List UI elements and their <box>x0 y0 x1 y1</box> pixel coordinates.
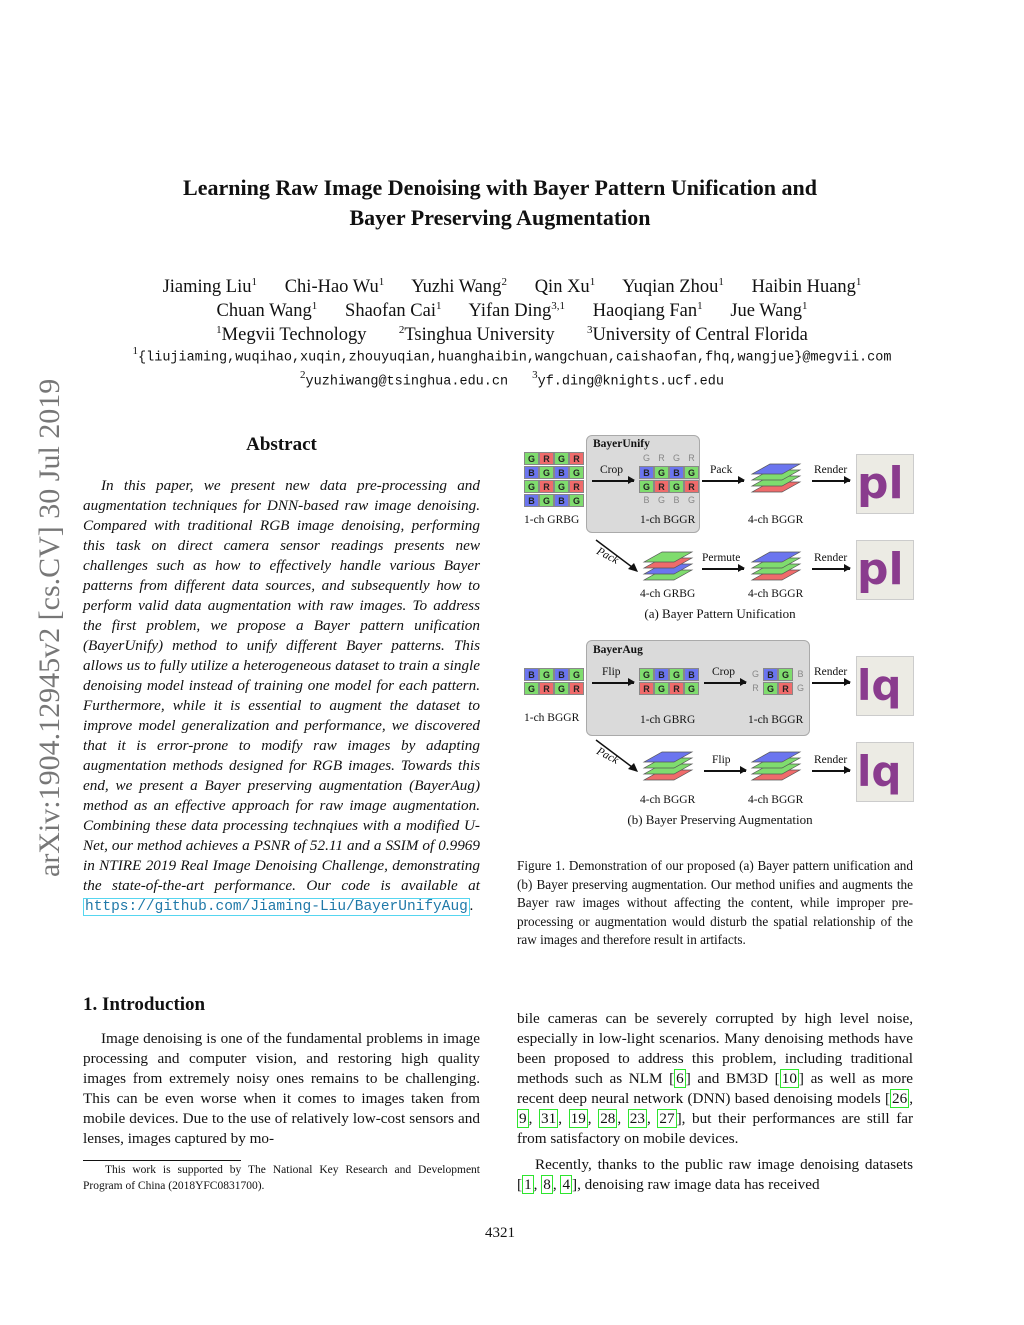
label-a-grbg4: 4-ch GRBG <box>640 588 696 600</box>
flip-arrow-b2 <box>704 770 746 772</box>
pack-diag-arrow-a <box>594 536 642 576</box>
author: Jue Wang <box>730 301 802 322</box>
author-sup: 1 <box>802 300 808 312</box>
intro-p2-text-b: ], denoising raw image data has received <box>572 1176 820 1193</box>
author-sup: 1 <box>251 276 257 288</box>
subcaption-a: (a) Bayer Pattern Unification <box>644 606 796 621</box>
paper-title-line-2: Bayer Preserving Augmentation <box>349 205 651 230</box>
label-b-crop: 1-ch BGGR <box>748 714 804 726</box>
intro-col2-paragraph: bile cameras can be severely corrupted by high level noise, especially in low-light scenarios. Many denoising methods have been proposed to address this problem, including traditional methods such as NLM [ 6 ] and BM3D [ 10 ] as well as more recent deep neural network (DNN) based denoising models [ 26 , 9 , 31 , 19 , 28 , 23 , 27 ], but their performances are still far from satisfactory on mobile devices. <box>517 1010 914 1147</box>
footnote <box>83 1162 480 1194</box>
affiliation: University of Central Florida <box>592 325 808 346</box>
label-b-pack1: 4-ch BGGR <box>640 794 696 806</box>
citation-link[interactable]: 1 <box>524 1176 532 1193</box>
bayerunify-label: BayerUnify <box>593 438 650 450</box>
label-permute: Permute <box>702 552 741 564</box>
author: Chuan Wang <box>216 301 312 322</box>
author-sup: 1 <box>718 276 724 288</box>
label-a-crop: 1-ch BGGR <box>640 514 696 526</box>
permute-arrow <box>702 568 744 570</box>
email-megvii: {liujiaming,wuqihao,xuqin,zhouyuqian,huanghaibin,wangchuan,caishaofan,fhq,wangjue}@megvii.com <box>138 350 892 366</box>
author: Yifan Ding <box>468 301 552 322</box>
label-a-in: 1-ch GRBG <box>524 514 580 526</box>
footnote-text: This work is supported by The National Key Research and Development Program of China (2018YFC0831700). <box>83 1164 480 1192</box>
intro-col2-text-b: ] and BM3D [ <box>685 1070 780 1087</box>
render-a2: pl <box>856 540 914 600</box>
author-sup: 1 <box>697 300 703 312</box>
author-sup: 1 <box>311 300 318 312</box>
intro-p2-text-a: Recently, thanks to the public raw image denoising datasets [ <box>517 1156 913 1193</box>
author: Shaofan Cai <box>345 301 436 322</box>
intro-paragraph-1 <box>83 1029 480 1149</box>
code-link[interactable]: https://github.com/Jiaming-Liu/BayerUnifyAug <box>85 899 468 915</box>
render-a1: pl <box>856 454 914 514</box>
author: Qin Xu <box>534 277 590 298</box>
affiliation: Tsinghua University <box>404 325 555 346</box>
author: Chi-Hao Wu <box>284 277 379 298</box>
abstract-text: In this paper, we present new data pre-processing and augmentation techniques for DNN-based raw image denoising. Compared with traditional RGB image denoising, performing this task on direct camera sensor readings presents new challenges such as how to effectively handle various Bayer patterns from different data sources, and subsequently how to perform valid data augmentation with raw images. To address the first problem, we propose a Bayer pattern unification (BayerUnify) method to unify different Bayer patterns. This allows us to fully utilize a heterogeneous dataset to train a single denoising model instead of training one model for each pattern. Furthermore, while it is essential to augment the dataset to improve model generalization and performance, we discovered that it is error-prone to modify raw images by adapting augmentation methods designed for RGB images. Towards this end, we present a Bayer preserving augmentation (BayerAug) method as an effective approach for raw image augmentation. Combining these data processing technqiues with a modified U-Net, our method achieves a PSNR of 52.11 and a SSIM of 0.9969 in NTIRE 2019 Real Image Denoising Challenge, demonstrating the state-of-the-art performance. Our code is available at <box>83 477 480 894</box>
author: Yuqian Zhou <box>622 277 719 298</box>
subcaption-b: (b) Bayer Preserving Augmentation <box>627 812 813 827</box>
pack-diag-arrow-b <box>594 736 642 776</box>
email-line-2 <box>0 369 1024 389</box>
page-number: 4321 <box>485 1225 515 1241</box>
render-arrow-b2 <box>812 770 850 772</box>
affiliation-sup: 1 <box>216 324 222 336</box>
pack-arrow-a <box>702 480 744 482</box>
label-crop-b: Crop <box>712 666 735 678</box>
author-sup: 1 <box>435 300 442 312</box>
affiliation-sup: 3 <box>587 324 593 336</box>
abstract-body <box>83 476 480 917</box>
email-ucf: yf.ding@knights.ucf.edu <box>537 374 724 390</box>
citation-link[interactable]: 4 <box>562 1176 571 1193</box>
label-render-a2: Render <box>814 552 848 564</box>
label-b-flip: 1-ch GBRG <box>640 714 696 726</box>
stack-4ch-grbg <box>640 548 696 592</box>
author-sup: 1 <box>589 276 596 288</box>
citation-link[interactable]: 8 <box>543 1176 551 1193</box>
affiliation-sup: 2 <box>398 324 405 336</box>
label-a-pack: 4-ch BGGR <box>748 514 804 526</box>
email-tsinghua: yuzhiwang@tsinghua.edu.cn <box>305 374 509 390</box>
label-b-in: 1-ch BGGR <box>524 712 580 724</box>
stack-4ch-bggr-b1 <box>640 748 696 792</box>
stack-4ch-a <box>748 460 804 504</box>
stack-4ch-bggr-b2 <box>748 748 804 792</box>
citation-link[interactable]: 19 <box>570 1110 586 1127</box>
flip-arrow-b <box>592 682 634 684</box>
author: Jiaming Liu <box>162 277 252 298</box>
intro-col2-text-d: ], but their performances are still far from satisfactory on mobile devices. <box>517 1110 914 1147</box>
author: Haoqiang Fan <box>592 301 698 322</box>
render-arrow-b1 <box>812 682 850 684</box>
label-a-bggr4: 4-ch BGGR <box>748 588 804 600</box>
citation-link[interactable]: 9 <box>519 1110 527 1127</box>
bayeraug-label: BayerAug <box>593 644 643 656</box>
intro-col2-text-c: ] as well as more recent deep neural network (DNN) based denoising models [ <box>517 1070 913 1107</box>
author-sup: 3,1 <box>551 300 566 312</box>
author-sup: 1 <box>378 276 385 288</box>
citation-link[interactable]: 10 <box>781 1070 797 1087</box>
label-flip-b: Flip <box>602 666 621 678</box>
render-b1: lq <box>856 656 914 716</box>
stack-4ch-bggr-a2 <box>748 548 804 592</box>
label-pack-diag-b: Pack <box>594 745 621 767</box>
crop-arrow-b <box>704 682 746 684</box>
footnote-rule <box>83 1160 241 1161</box>
label-b-pack2: 4-ch BGGR <box>748 794 804 806</box>
label-render-b1: Render <box>814 666 848 678</box>
author-sup: 2 <box>501 276 507 288</box>
label-render-a1: Render <box>814 464 848 476</box>
crop-arrow-a <box>592 480 634 482</box>
email-sup: 3 <box>532 369 538 381</box>
citation-link[interactable]: 6 <box>676 1070 684 1087</box>
render-arrow-a2 <box>812 568 850 570</box>
abstract-heading: Abstract <box>246 434 317 455</box>
citation-link[interactable]: 27 <box>659 1110 675 1127</box>
citation-link[interactable]: 31 <box>541 1110 557 1127</box>
citation-link[interactable]: 26 <box>892 1090 908 1107</box>
figure-caption: Figure 1. Demonstration of our proposed (a) Bayer pattern unification and (b) Bayer preserving augmentation. Our method unifies and augments the Bayer raw images without affecting the content, while improper pre-processing or augmentation would disturb the spatial relationship of the raw images and therefore result in artifacts. <box>517 858 913 947</box>
label-render-b2: Render <box>814 754 848 766</box>
affiliation: Megvii Technology <box>221 325 367 346</box>
citation-link[interactable]: 23 <box>629 1110 645 1127</box>
label-pack-diag-a: Pack <box>594 545 621 567</box>
intro-col2-text-a: bile cameras can be severely corrupted by high level noise, especially in low-light scenarios. Many denoising methods have been proposed to address this problem, including traditional methods such as NLM [ <box>517 1010 913 1087</box>
citation-link[interactable]: 28 <box>600 1110 616 1127</box>
render-arrow-a1 <box>812 480 850 482</box>
affiliations <box>0 318 1024 347</box>
intro-col2-paragraph-2: Recently, thanks to the public raw image denoising datasets [ 1 , 8 , 4 ], denoising raw image data has received <box>517 1156 913 1193</box>
email-sup: 1 <box>132 345 139 357</box>
author-sup: 1 <box>855 276 862 288</box>
intro-p1-text: Image denoising is one of the fundamental problems in image processing and computer vision, and restoring high quality images from extremely noisy ones remains to be challenging. This can be even worse when it comes to images taken from mobile devices. Due to the use of relatively low-cost sensors and lenses, images captured by mo- <box>83 1030 480 1147</box>
label-pack-a: Pack <box>710 464 733 476</box>
paper-title <box>0 173 1000 233</box>
figure-1: BayerUnify G R G R B G B G G R G R B G B G 1-ch GRBG Crop G R G R B G B G G R G R B G B G 1-ch BGGR Pack 4-ch BGGR Render pl Pack 4-ch GRBG Permute 4-ch BGGR Render pl (a) Bayer Pattern Unification BayerAug B G B G G R G R 1-ch BGGR Flip G B G B R G R G 1-ch GBRG Crop G B G B R G R G 1-ch BGGR Render lq Pack 4-ch BGGR Flip 4-ch BGGR Render lq (b) Bayer Preserving Augmentation <box>520 432 920 832</box>
email-sup: 2 <box>300 369 306 381</box>
render-b2: lq <box>856 742 914 802</box>
intro-heading: 1. Introduction <box>83 994 206 1015</box>
label-crop-a: Crop <box>600 464 623 476</box>
author: Haibin Huang <box>751 277 856 298</box>
abstract-end: . <box>469 897 474 914</box>
arxiv-side-label: arXiv:1904.12945v2 [cs.CV] 30 Jul 2019 <box>33 378 66 877</box>
label-flip-b2: Flip <box>712 754 731 766</box>
author: Yuzhi Wang <box>411 277 502 298</box>
paper-title-line-1: Learning Raw Image Denoising with Bayer Pattern Unification and <box>183 175 817 200</box>
email-line-1 <box>0 345 1024 365</box>
